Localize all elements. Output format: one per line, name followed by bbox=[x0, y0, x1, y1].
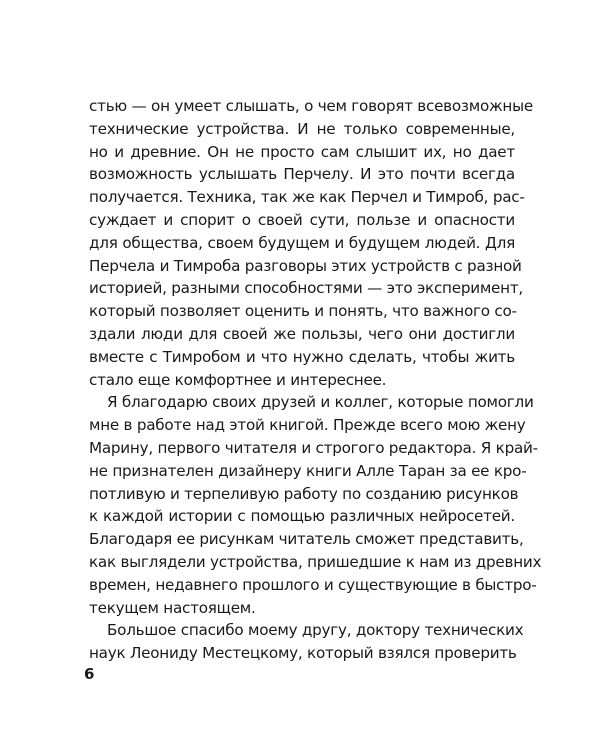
text-line: Большое спасибо моему другу, доктору технических bbox=[107, 621, 524, 640]
text-line: как выглядели устройства, пришедшие к нам из древних bbox=[89, 552, 542, 571]
text-line: стью — он умеет слышать, о чем говорят всевозможные bbox=[89, 97, 533, 115]
page-body-text bbox=[89, 95, 542, 665]
paragraph-3 bbox=[89, 619, 524, 665]
page-number: 6 bbox=[84, 665, 95, 683]
text-line: Я благодарю своих друзей и коллег, которые помогли bbox=[107, 393, 534, 412]
text-line: мне в работе над этой книгой. Прежде всего мою жену bbox=[89, 416, 526, 435]
text-line: Марину, первого читателя и строгого редактора. Я край- bbox=[89, 438, 538, 457]
text-line: историей, разными способностями — это эксперимент, bbox=[89, 279, 523, 298]
text-line: но и древние. Он не просто сам слышит их, но дает bbox=[89, 142, 515, 161]
text-line: не признателен дизайнеру книги Алле Таран за ее кро- bbox=[89, 461, 527, 480]
text-line: здали люди для своей же пользы, чего они достигли bbox=[89, 324, 515, 343]
text-line: возможность услышать Перчелу. И это почти всегда bbox=[89, 165, 515, 184]
text-line: к каждой истории с помощью различных нейросетей. bbox=[89, 507, 515, 526]
paragraph-1 bbox=[89, 95, 533, 391]
text-line: получается. Техника, так же как Перчел и Тимроб, рас- bbox=[89, 188, 525, 207]
text-line: наук Леониду Местецкому, который взялся проверить bbox=[89, 644, 517, 663]
text-line: текущем настоящем. bbox=[89, 598, 256, 617]
text-line: времен, недавнего прошлого и существующие в быстро- bbox=[89, 575, 537, 594]
text-line: суждает и спорит о своей сути, пользе и опасности bbox=[89, 210, 515, 229]
text-line: для общества, своем будущем и будущем людей. Для bbox=[89, 233, 515, 252]
text-line: потливую и терпеливую работу по созданию рисунков bbox=[89, 484, 519, 503]
text-line: вместе с Тимробом и что нужно сделать, чтобы жить bbox=[89, 347, 515, 366]
text-line: Благодаря ее рисункам читатель сможет представить, bbox=[89, 530, 524, 549]
text-line: который позволяет оценить и понять, что важного со- bbox=[89, 302, 517, 321]
text-line: Перчела и Тимроба разговоры этих устройств с разной bbox=[89, 256, 522, 275]
text-line: стало еще комфортнее и интереснее. bbox=[89, 370, 387, 389]
paragraph-2 bbox=[89, 391, 542, 619]
text-line: технические устройства. И не только современные, bbox=[89, 119, 515, 138]
